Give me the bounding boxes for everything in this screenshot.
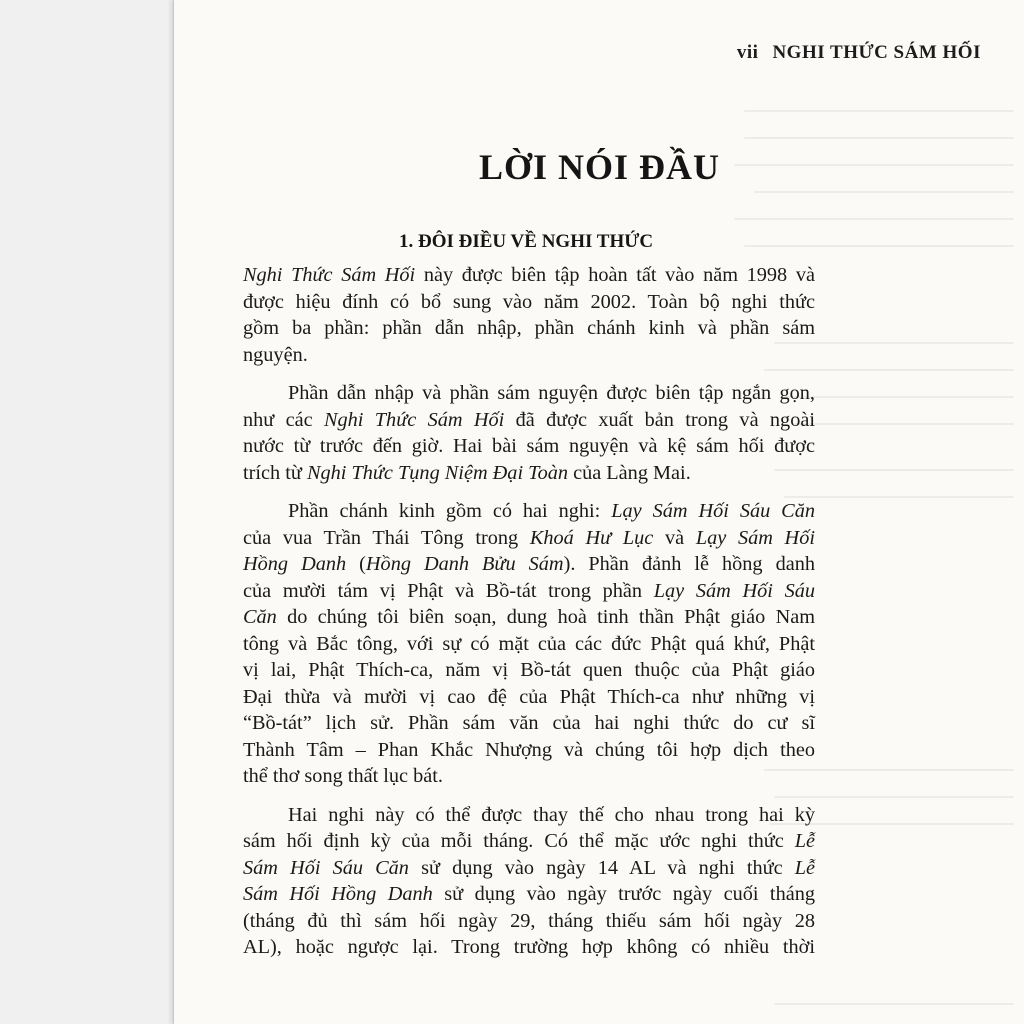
- text-line: [243, 498, 815, 525]
- italic-title-text: Hồng Danh Bửu Sám: [365, 553, 564, 575]
- text-run: “Bồ-tát” lịch sử. Phần sám văn của hai nghi thức do cư sĩ: [243, 712, 815, 734]
- italic-title-text: Khoá Hư Lục: [529, 526, 654, 549]
- italic-title-text: Hồng Danh: [243, 553, 347, 575]
- text-run: thể thơ song thất lục bát.: [243, 765, 443, 787]
- paragraph: [243, 498, 815, 790]
- text-line: [243, 551, 815, 578]
- text-line: [243, 460, 815, 487]
- text-line: [243, 828, 815, 855]
- page-number: vii: [736, 42, 759, 63]
- italic-title-text: Nghi Thức Sám Hối: [243, 264, 416, 286]
- text-run: do chúng tôi biên soạn, dung hoà tinh thần Phật giáo Nam: [276, 606, 815, 628]
- text-line: [243, 433, 815, 460]
- text-run: sử dụng vào ngày trước ngày cuối tháng: [432, 883, 815, 905]
- text-run: của vua Trần Thái Tông trong: [243, 526, 530, 549]
- text-run: sám hối định kỳ của mỗi tháng. Có thể mặc ước nghi thức: [243, 830, 795, 852]
- italic-title-text: Lễ: [794, 830, 815, 852]
- text-run: AL), hoặc ngược lại. Trong trường hợp không có nhiều thời: [243, 936, 815, 958]
- text-line: [243, 908, 815, 935]
- text-run: của Làng Mai.: [568, 461, 691, 484]
- text-line: [243, 684, 815, 711]
- text-run: đã được xuất bản trong và ngoài: [504, 408, 815, 431]
- italic-title-text: Lễ: [794, 856, 815, 879]
- body-text: [243, 262, 815, 973]
- text-line: [243, 855, 815, 882]
- italic-title-text: Nghi Thức Sám Hối: [323, 408, 505, 431]
- text-run: trích từ: [243, 461, 307, 484]
- section-heading: 1. ĐÔI ĐIỀU VỀ NGHI THỨC: [399, 231, 654, 252]
- italic-title-text: Sám Hối Hồng Danh: [243, 883, 433, 905]
- running-header: [737, 42, 981, 64]
- text-run: (tháng đủ thì sám hối ngày 29, tháng thiếu sám hối ngày 28: [243, 909, 815, 932]
- text-line: [243, 763, 815, 790]
- text-line: [243, 881, 815, 908]
- text-line: [243, 262, 815, 289]
- text-run: được hiệu đính có bổ sung vào năm 2002. Toàn bộ nghi thức: [243, 290, 815, 313]
- text-line: [243, 604, 815, 631]
- text-run: nguyện.: [243, 343, 308, 366]
- text-line: [243, 631, 815, 658]
- text-run: và: [653, 526, 696, 549]
- text-run: nước từ trước đến giờ. Hai bài sám nguyện và kệ sám hối được: [243, 435, 815, 457]
- text-run: vị lai, Phật Thích-ca, năm vị Bồ-tát quen thuộc của Phật giáo: [243, 659, 815, 681]
- italic-title-text: Căn: [243, 606, 277, 628]
- text-line: [243, 934, 815, 961]
- book-page: [173, 0, 1024, 1024]
- text-run: như các: [243, 408, 324, 431]
- text-run: Phần chánh kinh gồm có hai nghi:: [288, 500, 612, 522]
- text-line: [243, 578, 815, 605]
- text-run: Thành Tâm – Phan Khắc Nhượng và chúng tôi hợp dịch theo: [243, 738, 815, 761]
- text-run: Đại thừa và mười vị cao đệ của Phật Thích-ca như những vị: [243, 685, 815, 708]
- text-run: sử dụng vào ngày 14 AL và nghi thức: [408, 856, 795, 879]
- italic-title-text: Lạy Sám Hối Sáu: [653, 579, 815, 602]
- paragraph: [243, 262, 815, 368]
- paragraph: [243, 380, 815, 486]
- text-line: [243, 380, 815, 407]
- text-run: ). Phần đảnh lễ hồng danh: [563, 553, 815, 575]
- text-run: gồm ba phần: phần dẫn nhập, phần chánh kinh và phần sám: [243, 317, 815, 339]
- chapter-title: LỜI NÓI ĐẦU: [478, 147, 721, 187]
- text-run: (: [346, 553, 366, 575]
- italic-title-text: Sám Hối Sáu Căn: [243, 856, 409, 879]
- text-line: [243, 710, 815, 737]
- paragraph: [243, 802, 815, 961]
- text-line: [243, 657, 815, 684]
- text-run: tông và Bắc tông, với sự có mặt của các đức Phật quá khứ, Phật: [243, 632, 815, 655]
- text-run: này được biên tập hoàn tất vào năm 1998 và: [415, 264, 815, 286]
- italic-title-text: Nghi Thức Tụng Niệm Đại Toàn: [306, 461, 568, 484]
- book-title-header: NGHI THỨC SÁM HỐI: [772, 42, 981, 63]
- text-line: [243, 802, 815, 829]
- italic-title-text: Lạy Sám Hối: [695, 526, 815, 549]
- text-line: [243, 737, 815, 764]
- text-line: [243, 407, 815, 434]
- italic-title-text: Lạy Sám Hối Sáu Căn: [611, 500, 815, 522]
- text-line: [243, 342, 815, 369]
- text-line: [243, 289, 815, 316]
- text-run: Hai nghi này có thể được thay thế cho nhau trong hai kỳ: [288, 803, 815, 826]
- text-run: Phần dẫn nhập và phần sám nguyện được biên tập ngắn gọn,: [288, 382, 815, 404]
- text-run: của mười tám vị Phật và Bồ-tát trong phần: [243, 579, 654, 602]
- text-line: [243, 525, 815, 552]
- text-line: [243, 315, 815, 342]
